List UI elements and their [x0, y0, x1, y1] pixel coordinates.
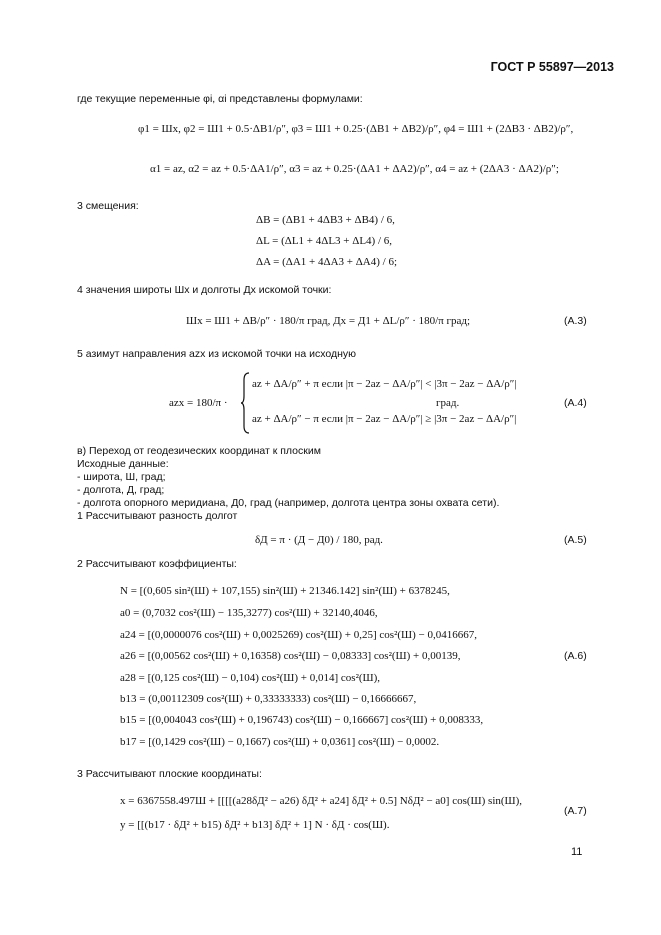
formula-y: y = [[(b17 · δД² + b15) δД² + b13] δД² + 1] N · δД · cos(Ш). — [120, 819, 390, 831]
section-v-title: в) Переход от геодезических координат к плоским — [77, 445, 321, 457]
item-longitude: - долгота, Д, град; — [77, 484, 165, 496]
label-a3: (А.3) — [564, 315, 587, 327]
item-latitude: - широта, Ш, град; — [77, 471, 166, 483]
coef-a28: a28 = [(0,125 cos²(Ш) − 0,104) cos²(Ш) + 0,014] cos²(Ш), — [120, 672, 381, 684]
formula-x: x = 6367558.497Ш + [[[[(a28δД² − a26) δД² + a24] δД² + 0.5] NδД² − a0] cos(Ш) sin(Ш), — [120, 795, 523, 807]
shift-b: ΔB = (ΔB1 + 4ΔB3 + ΔB4) / 6, — [256, 214, 395, 226]
brace-icon — [240, 372, 250, 434]
step3-title: 3 смещения: — [77, 200, 139, 212]
shift-a: ΔA = (ΔA1 + 4ΔA3 + ΔA4) / 6; — [256, 256, 398, 268]
label-a7: (А.7) — [564, 805, 587, 817]
page-number: 11 — [571, 846, 583, 858]
formula-a3: Шх = Ш1 + ΔB/ρ″ · 180/π град, Дх = Д1 + ΔL/ρ″ · 180/π град; — [186, 315, 471, 327]
coef-b13: b13 = (0,00112309 cos²(Ш) + 0,33333333) cos²(Ш) − 0,16666667, — [120, 693, 417, 705]
coef-a24: a24 = [(0,0000076 cos²(Ш) + 0,0025269) cos²(Ш) + 0,25] cos²(Ш) − 0,0416667, — [120, 629, 478, 641]
coef-a0: a0 = (0,7032 cos²(Ш) − 135,3277) cos²(Ш) + 32140,4046, — [120, 607, 378, 619]
item-meridian: - долгота опорного меридиана, Д0, град (например, долгота центра зоны охвата сети). — [77, 497, 500, 509]
formula-a4-tail: град. — [436, 397, 460, 409]
coef-b17: b17 = [(0,1429 cos²(Ш) − 0,1667) cos²(Ш) + 0,0361] cos²(Ш) − 0,0002. — [120, 736, 440, 748]
coef-b15: b15 = [(0,004043 cos²(Ш) + 0,196743) cos²(Ш) − 0,166667] cos²(Ш) + 0,008333, — [120, 714, 484, 726]
formula-a4-case2: az + ΔA/ρ″ − π если |π − 2az − ΔA/ρ″| ≥ |3π − 2az − ΔA/ρ″| — [252, 413, 517, 425]
shift-l: ΔL = (ΔL1 + 4ΔL3 + ΔL4) / 6, — [256, 235, 393, 247]
initial-data-label: Исходные данные: — [77, 458, 169, 470]
label-a6: (А.6) — [564, 650, 587, 662]
step1-calc: 1 Рассчитывают разность долгот — [77, 510, 238, 522]
coef-a26: a26 = [(0,00562 cos²(Ш) + 0,16358) cos²(Ш) − 0,08333] cos²(Ш) + 0,00139, — [120, 650, 461, 662]
formula-phi: φ1 = Шх, φ2 = Ш1 + 0.5·ΔB1/ρ″, φ3 = Ш1 + 0.25·(ΔB1 + ΔB2)/ρ″, φ4 = Ш1 + (2ΔB3 · ΔB2)/ρ″, — [138, 123, 574, 135]
formula-alpha: α1 = az, α2 = az + 0.5·ΔA1/ρ″, α3 = az + 0.25·(ΔA1 + ΔA2)/ρ″, α4 = az + (2ΔA3 · ΔA2)/ρ″; — [150, 163, 559, 175]
step3-calc: 3 Рассчитывают плоские координаты: — [77, 768, 262, 780]
step5-title: 5 азимут направления azх из искомой точки на исходную — [77, 348, 357, 360]
label-a5: (А.5) — [564, 534, 587, 546]
step4-title: 4 значения широты Шх и долготы Дх искомой точки: — [77, 284, 332, 296]
formula-a5: δД = π · (Д − Д0) / 180, рад. — [255, 534, 383, 546]
intro-text: где текущие переменные φi, αi представлены формулами: — [77, 93, 363, 105]
standard-header: ГОСТ Р 55897—2013 — [490, 60, 614, 74]
label-a4: (А.4) — [564, 397, 587, 409]
step2-calc: 2 Рассчитывают коэффициенты: — [77, 558, 237, 570]
formula-a4-case1: az + ΔA/ρ″ + π если |π − 2az − ΔA/ρ″| < |3π − 2az − ΔA/ρ″| — [252, 378, 517, 390]
coef-n: N = [(0,605 sin²(Ш) + 107,155) sin²(Ш) + 21346.142] sin²(Ш) + 6378245, — [120, 585, 450, 597]
formula-a4-lhs: azх = 180/π · — [169, 397, 228, 409]
